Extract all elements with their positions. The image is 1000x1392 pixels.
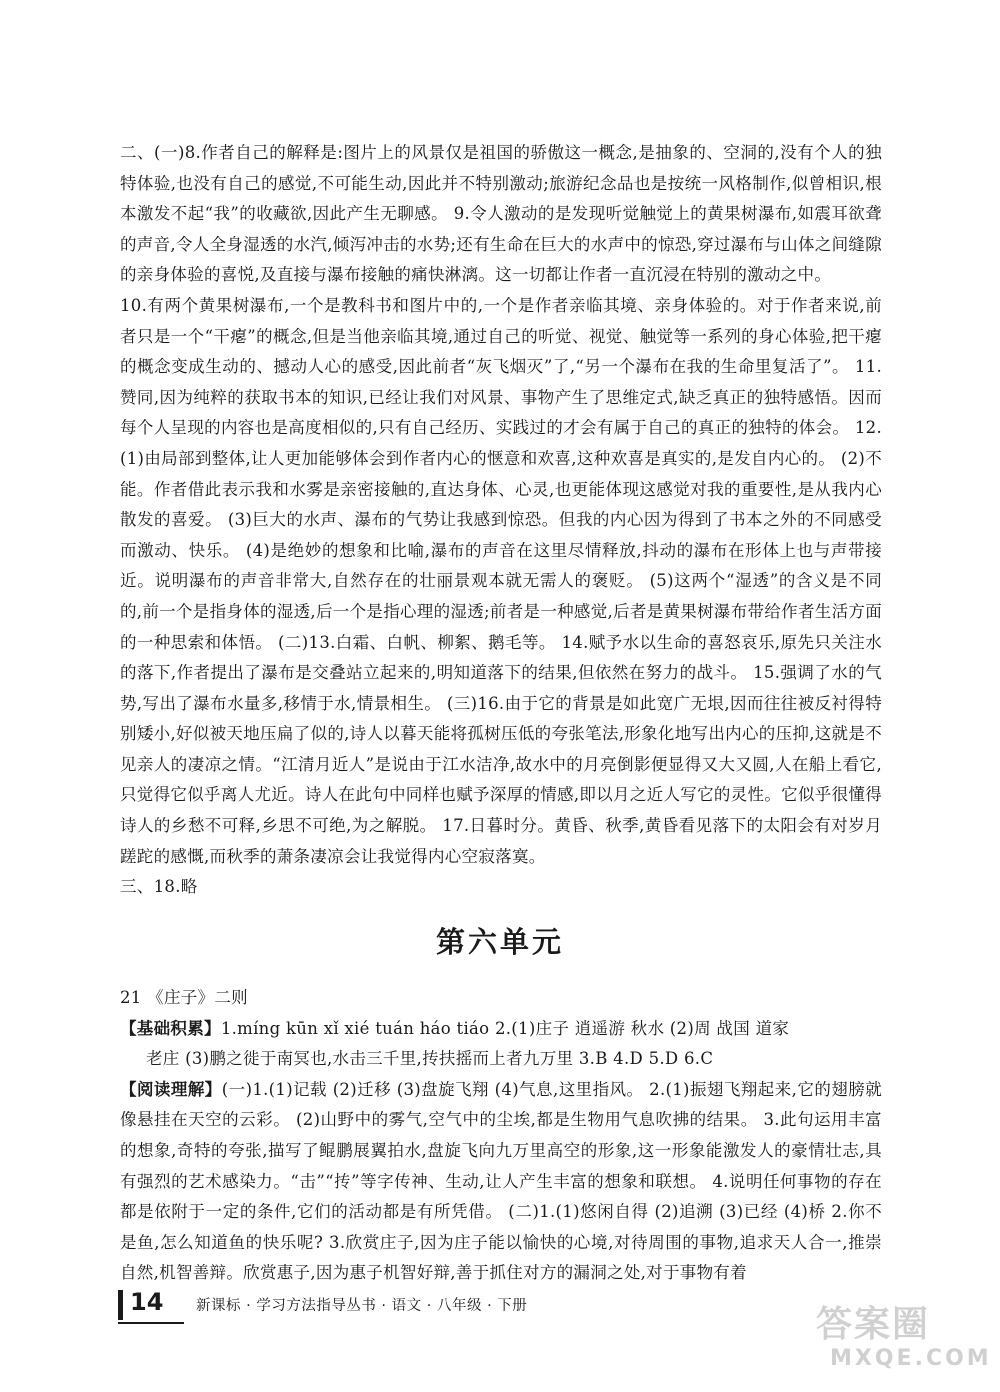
basic-line-2: 老庄 (3)鹏之徙于南冥也,水击三千里,抟扶摇而上者九万里 3.B 4.D 5.D 6.C — [146, 1049, 714, 1069]
reading-comprehension — [120, 1075, 882, 1289]
watermark-bottom: MXQE.COM — [830, 1346, 992, 1371]
answer-body — [120, 138, 882, 903]
watermark-logo — [808, 1296, 992, 1380]
reading-text: (一)1.(1)记载 (2)迁移 (3)盘旋飞翔 (4)气息,这里指风。 2.(1)振翅飞翔起来,它的翅膀就像悬挂在天空的云彩。 (2)山野中的雾气,空气中的尘埃,都是生物用气息吹拂的结果。 3.此句运用丰富的想象,奇特的夸张,描写了鲲鹏展翼拍水,盘旋飞向九万里高空的形象,这一形象能激发人的豪情壮志,具有强烈的艺术感染力。“击”“抟”等字传神、生动,让人产生丰富的想象和联想。 4.说明任何事物的存在都是依附于一定的条件,它们的活动都是有所凭借。 (二)1.(1)悠闲自得 (2)追溯 (3)已经 (4)桥 2.你不是鱼,怎么知道鱼的快乐呢? 3.欣赏庄子,因为庄子能以愉快的心境,对待周围的事物,追求天人合一,推崇自然,机智善辩。欣赏惠子,因为惠子机智好辩,善于抓住对方的漏洞之处,对于事物有着 — [120, 1079, 882, 1283]
answer-paragraph-3: 三、18.略 — [120, 877, 198, 897]
answer-paragraph-1: 二、(一)8.作者自己的解释是:图片上的风景仅是祖国的骄傲这一概念,是抽象的、空洞的,没有个人的独特体验,也没有自己的感觉,不可能生动,因此并不特别激动;旅游纪念品也是按统一风格制作,似曾相识,根本激发不起“我”的收藏欲,因此产生无聊感。 9.令人激动的是发现听觉触觉上的黄果树瀑布,如震耳欲聋的声音,令人全身湿透的水汽,倾泻冲击的水势;还有生命在巨大的水声中的惊恐,穿过瀑布与山体之间缝隙的亲身体验的喜悦,及直接与瀑布接触的痛快淋漓。这一切都让作者一直沉浸在特别的激动之中。 — [120, 143, 882, 285]
lesson-title: 21 《庄子》二则 — [120, 988, 248, 1007]
watermark-top: 答案圈 — [816, 1304, 931, 1345]
footer-bar — [118, 1290, 123, 1320]
book-series: 新课标 · 学习方法指导丛书 · 语文 · 八年级 · 下册 — [196, 1298, 528, 1314]
basic-label: 【基础积累】 — [120, 1018, 221, 1038]
basic-accumulation — [120, 1014, 882, 1045]
basic-line-1: 1.míng kūn xǐ xié tuán háo tiáo 2.(1)庄子 逍遥游 秋水 (2)周 战国 道家 — [220, 1018, 790, 1038]
footer-rule — [118, 1322, 184, 1324]
page-footer — [118, 1288, 558, 1322]
reading-label: 【阅读理解】 — [120, 1079, 222, 1099]
answer-paragraph-2: 10.有两个黄果树瀑布,一个是教科书和图片中的,一个是作者亲临其境、亲身体验的。对于作者来说,前者只是一个“干瘪”的概念,但是当他亲临其境,通过自己的听觉、视觉、触觉等一系列的身心体验,把干瘪的概念变成生动的、撼动人心的感受,因此前者“灰飞烟灭”了,“另一个瀑布在我的生命里复活了”。 11.赞同,因为纯粹的获取书本的知识,已经让我们对风景、事物产生了思维定式,缺乏真正的独特感悟。因而每个人呈现的内容也是高度相似的,只有自己经历、实践过的才会有属于自己的真正的独特的体会。 12.(1)由局部到整体,让人更加能够体会到作者内心的惬意和欢喜,这种欢喜是真实的,是发自内心的。 (2)不能。作者借此表示我和水雾是亲密接触的,直达身体、心灵,也更能体现这感觉对我的重要性,是从我内心散发的喜爱。 (3)巨大的水声、瀑布的气势让我感到惊恐。但我的内心因为得到了书本之外的不同感受而激动、快乐。 (4)是绝妙的想象和比喻,瀑布的声音在这里尽情释放,抖动的瀑布在形体上也与声带接近。说明瀑布的声音非常大,自然存在的壮丽景观本就无需人的褒贬。 (5)这两个“湿透”的含义是不同的,前一个是指身体的湿透,后一个是指心理的湿透;前者是一种感觉,后者是黄果树瀑布带给作者生活方面的一种思索和体悟。 (二)13.白霜、白帆、柳絮、鹅毛等。 14.赋予水以生命的喜怒哀乐,原先只关注水的落下,作者提出了瀑布是交叠站立起来的,明知道落下的结果,但依然在努力的战斗。 15.强调了水的气势,写出了瀑布水量多,移情于水,情景相生。 (三)16.由于它的背景是如此宽广无垠,因而往往被反衬得特别矮小,好似被天地压扁了似的,诗人以暮天能将孤树压低的夸张笔法,形象化地写出内心的压抑,这就是不见亲人的凄凉之情。“江清月近人”是说由于江水洁净,故水中的月亮倒影便显得又大又圆,人在船上看它,只觉得它似乎离人尤近。诗人在此句中同样也赋予深厚的情感,即以月之近人写它的灵性。它似乎很懂得诗人的乡愁不可释,乡思不可绝,为之解脱。 17.日暮时分。黄昏、秋季,黄昏看见落下的太阳会有对岁月蹉跎的感慨,而秋季的萧条凄凉会让我觉得内心空寂落寞。 — [120, 295, 882, 866]
page-number: 14 — [130, 1288, 164, 1316]
unit-title: 第六单元 — [435, 925, 564, 959]
lesson-section — [120, 983, 882, 1289]
